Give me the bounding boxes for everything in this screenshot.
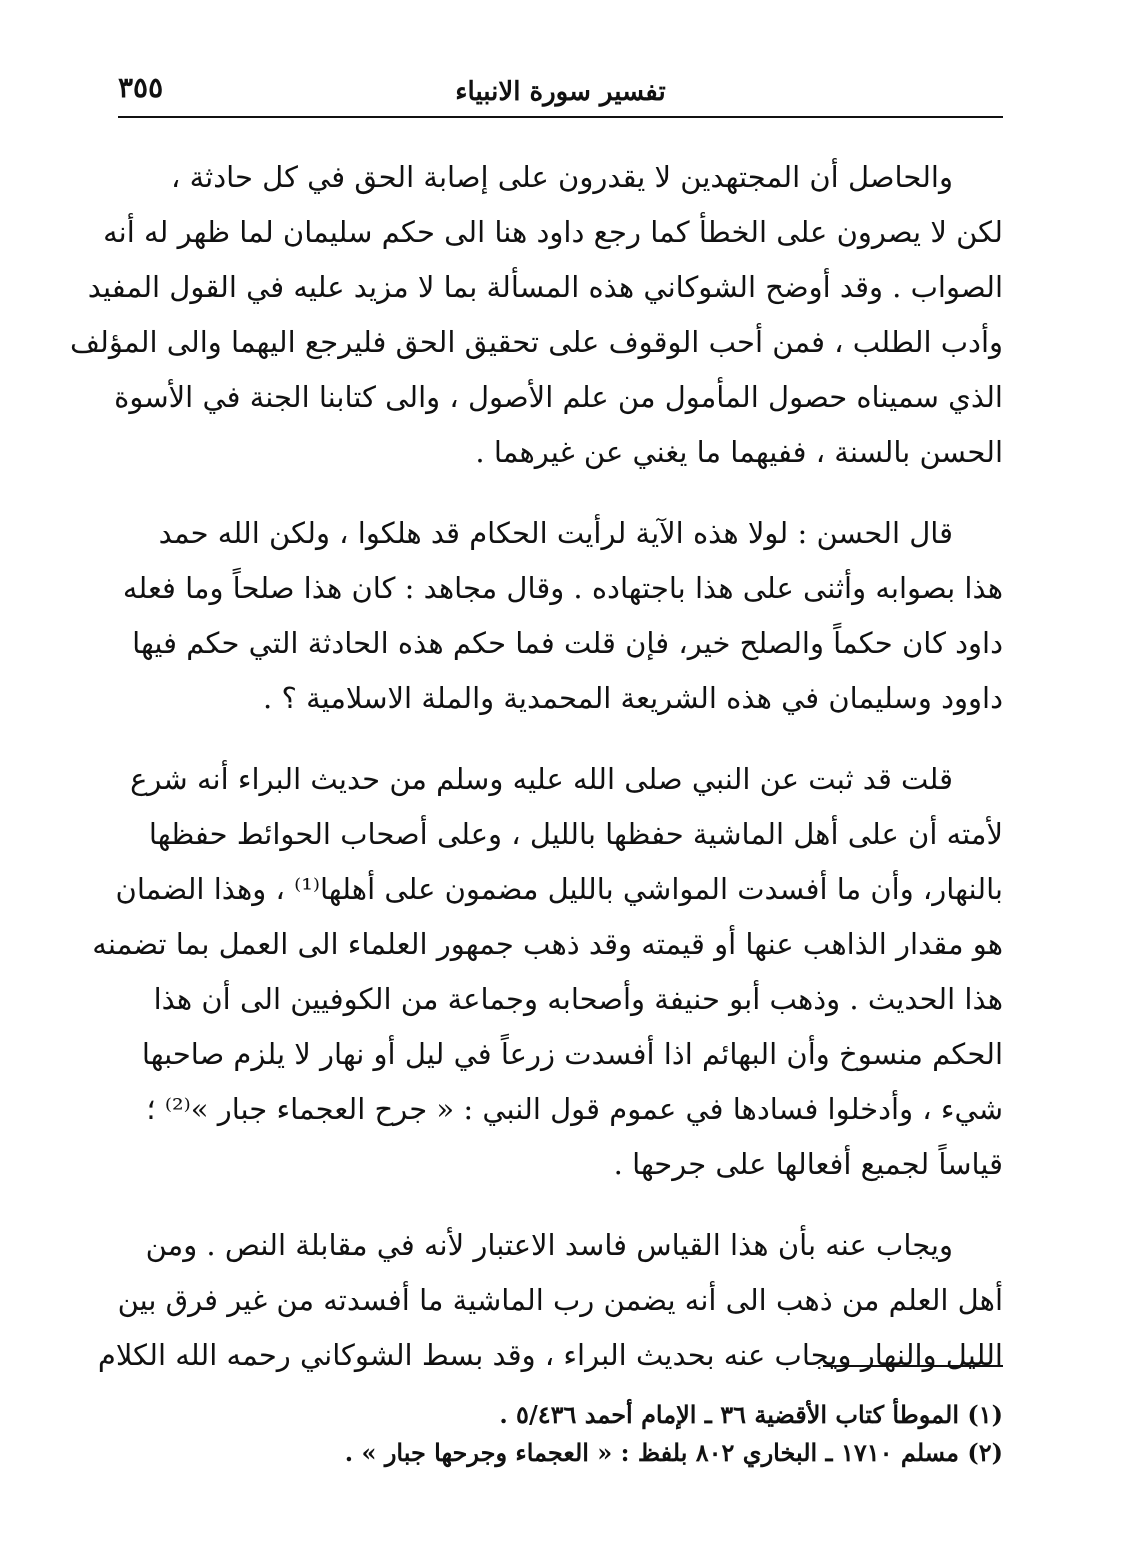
paragraph bbox=[70, 150, 1003, 480]
paragraph bbox=[92, 752, 1003, 1192]
text-line: قياساً لجميع أفعالها على جرحها . bbox=[613, 1147, 1003, 1181]
text-line: الحكم منسوخ وأن البهائم اذا أفسدت زرعاً في ليل أو نهار لا يلزم صاحبها bbox=[141, 1037, 1003, 1071]
text-line: هذا بصوابه وأثنى على هذا باجتهاده . وقال مجاهد : كان هذا صلحاً وما فعله bbox=[122, 571, 1003, 605]
text-line: الحسن بالسنة ، ففيهما ما يغني عن غيرهما . bbox=[475, 435, 1003, 469]
page-number: ٣٥٥ bbox=[118, 71, 164, 104]
text-line: الذي سميناه حصول المأمول من علم الأصول ، والى كتابنا الجنة في الأسوة bbox=[114, 380, 1003, 414]
text-line: قال الحسن : لولا هذه الآية لرأيت الحكام قد هلكوا ، ولكن الله حمد bbox=[158, 516, 953, 550]
text-line: أهل العلم من ذهب الى أنه يضمن رب الماشية ما أفسدته من غير فرق بين bbox=[117, 1283, 1003, 1317]
text-line: بالنهار، وأن ما أفسدت المواشي بالليل مضمون على أهلها⁽¹⁾ ، وهذا الضمان bbox=[115, 872, 1003, 906]
page bbox=[70, 58, 1003, 1518]
text-line: الليل والنهار ويجاب عنه بحديث البراء ، وقد بسط الشوكاني رحمه الله الكلام bbox=[97, 1338, 1003, 1372]
text-line: لأمته أن على أهل الماشية حفظها بالليل ، وعلى أصحاب الحوائط حفظها bbox=[148, 817, 1003, 851]
page-title: تفسير سورة الانبياء bbox=[455, 77, 666, 107]
paragraph bbox=[97, 1218, 1003, 1383]
text-line: والحاصل أن المجتهدين لا يقدرون على إصابة الحق في كل حادثة ، bbox=[171, 160, 953, 194]
footnotes bbox=[118, 1396, 1003, 1472]
text-line: داود كان حكماً والصلح خير، فإن قلت فما حكم هذه الحادثة التي حكم فيها bbox=[132, 626, 1003, 660]
footnote: (١) الموطأ كتاب الأقضية ٣٦ ـ الإمام أحمد ٥/٤٣٦ . bbox=[499, 1400, 1003, 1429]
text-line: هذا الحديث . وذهب أبو حنيفة وأصحابه وجماعة من الكوفيين الى أن هذا bbox=[153, 982, 1003, 1016]
footnote-divider bbox=[823, 1365, 1003, 1367]
paragraph bbox=[118, 506, 1003, 726]
text-line: داوود وسليمان في هذه الشريعة المحمدية والملة الاسلامية ؟ . bbox=[263, 681, 1003, 715]
body-text bbox=[70, 150, 1003, 1409]
text-line: هو مقدار الذاهب عنها أو قيمته وقد ذهب جمهور العلماء الى العمل بما تضمنه bbox=[92, 927, 1003, 961]
text-line: ويجاب عنه بأن هذا القياس فاسد الاعتبار لأنه في مقابلة النص . ومن bbox=[145, 1228, 953, 1262]
page-header bbox=[118, 58, 1003, 118]
text-line: شيء ، وأدخلوا فسادها في عموم قول النبي : « جرح العجماء جبار »⁽²⁾ ؛ bbox=[146, 1092, 1003, 1126]
text-line: قلت قد ثبت عن النبي صلى الله عليه وسلم من حديث البراء أنه شرع bbox=[130, 762, 953, 796]
text-line: الصواب . وقد أوضح الشوكاني هذه المسألة بما لا مزيد عليه في القول المفيد bbox=[87, 270, 1003, 304]
text-line: وأدب الطلب ، فمن أحب الوقوف على تحقيق الحق فليرجع اليهما والى المؤلف bbox=[70, 325, 1003, 359]
footnote: (٢) مسلم ١٧١٠ ـ البخاري ٨٠٢ بلفظ : « العجماء وجرحها جبار » . bbox=[344, 1438, 1003, 1467]
text-line: لكن لا يصرون على الخطأ كما رجع داود هنا الى حكم سليمان لما ظهر له أنه bbox=[103, 215, 1003, 249]
